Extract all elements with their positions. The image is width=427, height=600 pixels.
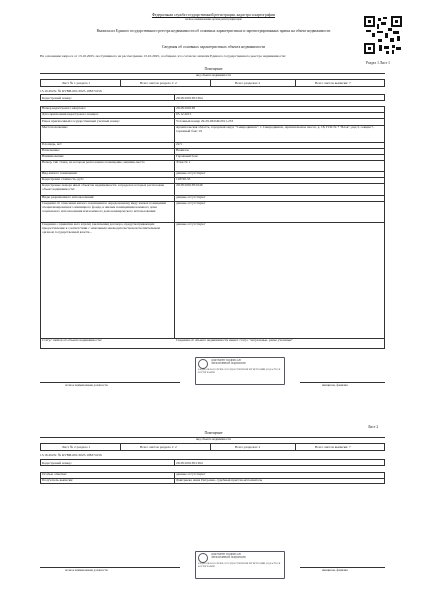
stamp-line: ЭЛЕКТРОННОЙ ПОДПИСЬЮ (211, 362, 246, 365)
agency-name: Федеральная служба государственной регистрации, кадастра и картографии (151, 13, 276, 17)
row-label: Ранее присвоенный государственный учетный номер: (42, 119, 120, 123)
document-subtitle: Сведения об основных характеристиках объекта недвижимости (161, 45, 266, 49)
object-type: Помещение (204, 67, 223, 71)
sheet2-total-sheets: Всего листов выписки: 7 (315, 445, 351, 449)
electronic-signature-stamp (195, 357, 285, 385)
row-value: Нежилое (176, 149, 190, 152)
total-sheets-section: Всего листов раздела 1: 2 (140, 81, 177, 85)
row-value: данные отсутствуют (176, 196, 206, 199)
sheet2-total-sheets-section: Всего листов раздела 1: 2 (140, 445, 177, 449)
row-value: данные отсутствуют (176, 223, 206, 226)
row-value: данные отсутствуют (176, 172, 206, 175)
row-value: 118720.35 (176, 178, 191, 181)
row-label: Номер, тип этажа, на котором расположено помещение, машино-место (42, 161, 145, 164)
total-sheets: Всего листов выписки: 7 (315, 81, 351, 85)
row-label: Особые отметки: (42, 473, 67, 476)
row-value: данные отсутствуют (176, 473, 206, 476)
sheet2-total-sections: Всего разделов: 2 (235, 445, 261, 449)
row-label: Кадастровые номера иных объектов недвижимости, в пределах которых расположен объект недвижимости: (42, 184, 165, 191)
row-label: Дата присвоения кадастрового номера: (42, 113, 99, 116)
sheet2-electronic-signature-stamp (195, 551, 285, 579)
row-label: Назначение: (42, 149, 60, 152)
row-label: Кадастровая стоимость, руб.: (42, 178, 85, 181)
row-value: Дмитриева Анна Петровна, судебный пристав-исполнитель (176, 479, 263, 482)
stamp-line: ДОКУМЕНТ ПОДПИСАН (211, 553, 241, 556)
row-label: Статус записи об объекте недвижимости: (42, 339, 102, 342)
sheet2-object-type-caption: вид объекта недвижимости (196, 437, 231, 441)
row-value: Сведения об объекте недвижимости имеют статус "актуальные, ранее учтенные" (176, 339, 293, 342)
row-label: Номер кадастрового квартала: (42, 107, 86, 110)
row-value: Гаражный бокс (176, 155, 199, 158)
date-number: 13.10.2025г. № КУВИ-001/2025-198374156 (40, 89, 102, 93)
sheet2-label: Лист 2 (368, 425, 379, 429)
signature-name-caption: инициалы, фамилия (322, 383, 348, 387)
sheet-number: Лист № 1 раздела 1 (62, 81, 91, 85)
sheet2-cadastral-label: Кадастровый номер: (42, 460, 72, 465)
cadastral-label: Кадастровый номер: (42, 95, 72, 100)
section-label: Раздел 1 Лист 1 (366, 61, 390, 65)
signature-position-caption: полное наименование должности (65, 383, 108, 387)
sheet2-number: Лист № 2 раздела 1 (62, 445, 91, 449)
row-value: 29:28:109138 (176, 107, 195, 110)
sheet2-object-type: Помещение (204, 431, 223, 435)
row-value: Условный номер 29-29-06/049/2011-253 (176, 119, 234, 123)
row-value: 29:28:109138:1049 (176, 184, 203, 187)
emblem-icon (198, 359, 208, 369)
sheet2-signature-position-caption: полное наименование должности (65, 568, 108, 572)
object-type-caption: вид объекта недвижимости (196, 73, 231, 77)
document-title: Выписка из Единого государственного реестра недвижимости об основных характеристиках и зарегистрированных правах на объект недвижимости (96, 29, 331, 33)
row-label: Виды разрешенного использования: (42, 196, 95, 199)
row-value: Этаж № 1 (176, 161, 191, 164)
sheet2-signature-name-caption: инициалы, фамилия (322, 568, 348, 572)
sheet2-cadastral-value: 29:28:109138:1364 (176, 460, 203, 465)
emblem-icon (198, 553, 208, 563)
row-value: Архангельская область, городской округ "Северодвинск", г. Северодвинск, Архангельское шоссе, д. 18, ГСК № 7 "Блок", ряд 3, секция 7, гаражный бокс 19 (176, 126, 374, 133)
row-label: Наименование: (42, 155, 65, 158)
row-value: данные отсутствуют (176, 202, 206, 205)
row-value: 22.5 (176, 143, 182, 146)
sheet2-date-number: 13.10.2025г. № КУВИ-001/2025-198374156 (40, 453, 102, 457)
agency-caption: полное наименование органа регистрации прав (185, 18, 242, 21)
row-label: Вид жилого помещения: (42, 172, 78, 175)
stamp-line: ФЕДЕРАЛЬНАЯ СЛУЖБА ГОСУДАРСТВЕННОЙ РЕГИСТРАЦИИ, КАДАСТРА И КАРТОГРАФИИ (198, 369, 281, 374)
stamp-line: ДОКУМЕНТ ПОДПИСАН (211, 359, 241, 362)
cadastral-value: 29:28:109138:1364 (176, 95, 203, 100)
total-sections: Всего разделов: 2 (235, 81, 261, 85)
sheet2-cadastral-row (40, 459, 385, 466)
row-value: 03.12.2015 (176, 113, 192, 116)
stamp-line: ФЕДЕРАЛЬНАЯ СЛУЖБА ГОСУДАРСТВЕННОЙ РЕГИСТРАЦИИ, КАДАСТРА И КАРТОГРАФИИ (198, 563, 281, 568)
stamp-line: ЭЛЕКТРОННОЙ ПОДПИСЬЮ (211, 556, 246, 559)
cadastral-row (40, 94, 385, 101)
request-line: На основании запроса от 13.10.2025, поступившего на рассмотрение 13.10.2025, сообщаем, что согласно записям Единого государственного реестра недвижимости: (40, 54, 286, 58)
row-label: Получатель выписки: (42, 479, 74, 482)
row-label: Сведения об отнесении жилого помещения к определенному виду жилых помещений специализированного жилищного фонда, к жилым помещениям наемного дома социального использования или наемного дома коммерческого использования: (42, 202, 166, 213)
row-label: Сведения о принятии акта и (или) заключения договора, предусматривающих предоставление в соответствии с земельным законодательством исполнительным органом государственной власти... (42, 223, 160, 234)
row-label: Местоположение: (42, 126, 68, 129)
row-label: Площадь, м2: (42, 143, 62, 146)
